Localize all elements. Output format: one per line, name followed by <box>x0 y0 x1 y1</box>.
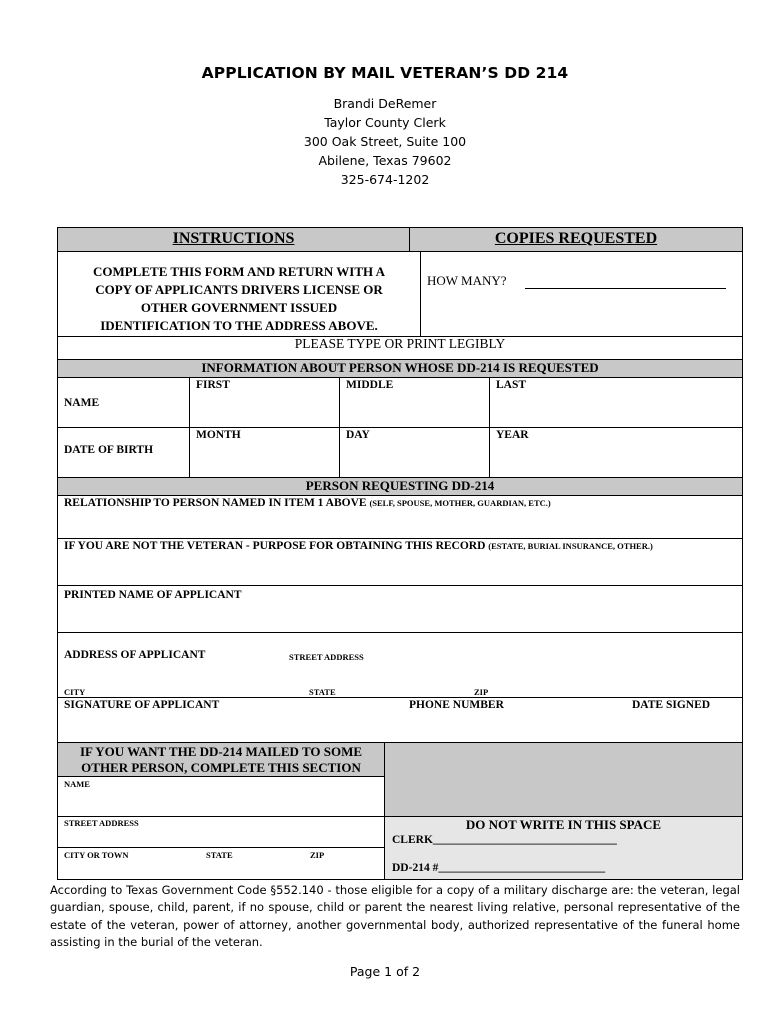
mail-state-label: STATE <box>206 850 233 860</box>
dob-label: DATE OF BIRTH <box>64 444 154 456</box>
relationship-field[interactable] <box>58 512 742 537</box>
phone-label: PHONE NUMBER <box>409 699 504 711</box>
dd214-number-line: DD-214 #_____________________________ <box>392 862 606 874</box>
instructions-line-4: IDENTIFICATION TO THE ADDRESS ABOVE. <box>100 318 378 333</box>
mail-zip-label: ZIP <box>310 850 325 860</box>
instructions-heading: INSTRUCTIONS <box>172 230 295 247</box>
signature-label: SIGNATURE OF APPLICANT <box>64 699 220 711</box>
year-label: YEAR <box>496 429 529 441</box>
street-address-field[interactable] <box>380 645 740 665</box>
street-address-label: STREET ADDRESS <box>289 652 364 662</box>
year-field[interactable] <box>490 443 742 476</box>
city-state-zip-field[interactable] <box>58 666 742 686</box>
instructions-line-2: COPY OF APPLICANTS DRIVERS LICENSE OR <box>95 282 383 297</box>
clerk-name: Brandi DeRemer <box>333 96 437 111</box>
name-label: NAME <box>64 397 100 409</box>
signature-field[interactable] <box>58 714 398 741</box>
instructions-line-1: COMPLETE THIS FORM AND RETURN WITH A <box>92 264 386 279</box>
page-number: Page 1 of 2 <box>349 964 421 979</box>
last-name-field[interactable] <box>490 393 742 426</box>
zip-label: ZIP <box>474 687 489 697</box>
copies-requested-heading: COPIES REQUESTED <box>494 230 658 247</box>
clerk-line: CLERK________________________________ <box>392 834 617 846</box>
first-name-field[interactable] <box>190 393 338 426</box>
how-many-field[interactable] <box>525 276 726 289</box>
how-many-label: HOW MANY? <box>427 273 507 288</box>
middle-name-label: MIDDLE <box>346 379 394 391</box>
mail-city-state-zip-field[interactable] <box>58 861 383 879</box>
person-section-heading: INFORMATION ABOUT PERSON WHOSE DD-214 IS REQUESTED <box>201 360 599 375</box>
clerk-street: 300 Oak Street, Suite 100 <box>303 134 467 149</box>
purpose-note: (ESTATE, BURIAL INSURANCE, OTHER.) <box>488 541 653 551</box>
mail-street-label: STREET ADDRESS <box>64 818 139 828</box>
middle-name-field[interactable] <box>340 393 488 426</box>
requester-section-heading: PERSON REQUESTING DD-214 <box>305 478 495 493</box>
purpose-field[interactable] <box>58 556 742 584</box>
first-name-label: FIRST <box>196 379 230 391</box>
last-name-label: LAST <box>496 379 527 391</box>
month-label: MONTH <box>196 429 241 441</box>
relationship-note: (SELF, SPOUSE, MOTHER, GUARDIAN, ETC.) <box>369 498 551 508</box>
day-field[interactable] <box>340 443 488 476</box>
mail-street-field[interactable] <box>58 829 383 846</box>
mail-name-field[interactable] <box>58 790 383 815</box>
mail-city-label: CITY OR TOWN <box>64 850 129 860</box>
month-field[interactable] <box>190 443 338 476</box>
clerk-office: Taylor County Clerk <box>324 115 446 130</box>
form-title: APPLICATION BY MAIL VETERAN’S DD 214 <box>201 64 569 82</box>
purpose-label: IF YOU ARE NOT THE VETERAN - PURPOSE FOR OBTAINING THIS RECORD (ESTATE, BURIAL INSURANCE, OTHER.) <box>64 540 653 552</box>
relationship-label: RELATIONSHIP TO PERSON NAMED IN ITEM 1 ABOVE (SELF, SPOUSE, MOTHER, GUARDIAN, ETC.) <box>64 497 551 509</box>
instructions-line-3: OTHER GOVERNMENT ISSUED <box>140 300 338 315</box>
phone-field[interactable] <box>405 714 620 741</box>
clerk-city: Abilene, Texas 79602 <box>318 153 452 168</box>
date-signed-label: DATE SIGNED <box>632 699 711 711</box>
do-not-write-notice: DO NOT WRITE IN THIS SPACE <box>465 817 662 832</box>
printed-name-label: PRINTED NAME OF APPLICANT <box>64 589 242 601</box>
city-label: CITY <box>64 687 86 697</box>
state-label: STATE <box>309 687 336 697</box>
mail-name-label: NAME <box>64 779 90 789</box>
office-gray-area <box>385 743 742 816</box>
date-signed-field[interactable] <box>625 714 741 741</box>
address-label: ADDRESS OF APPLICANT <box>64 649 206 661</box>
mail-other-heading-2: OTHER PERSON, COMPLETE THIS SECTION <box>81 760 361 775</box>
clerk-phone: 325-674-1202 <box>340 172 430 187</box>
eligibility-statement: According to Texas Government Code §552.140 - those eligible for a copy of a military discharge are: the veteran, legal guardian, spouse, child, parent, if no spouse, child or parent the nearest living relative, personal representative of the estate of the veteran, power of attorney, another governmental body, authorized representative of the funeral home assisting in the burial of the veteran. <box>50 883 740 950</box>
day-label: DAY <box>346 429 370 441</box>
please-print-note: PLEASE TYPE OR PRINT LEGIBLY <box>294 336 506 351</box>
mail-other-heading-1: IF YOU WANT THE DD-214 MAILED TO SOME <box>79 744 363 759</box>
printed-name-field[interactable] <box>58 604 742 631</box>
